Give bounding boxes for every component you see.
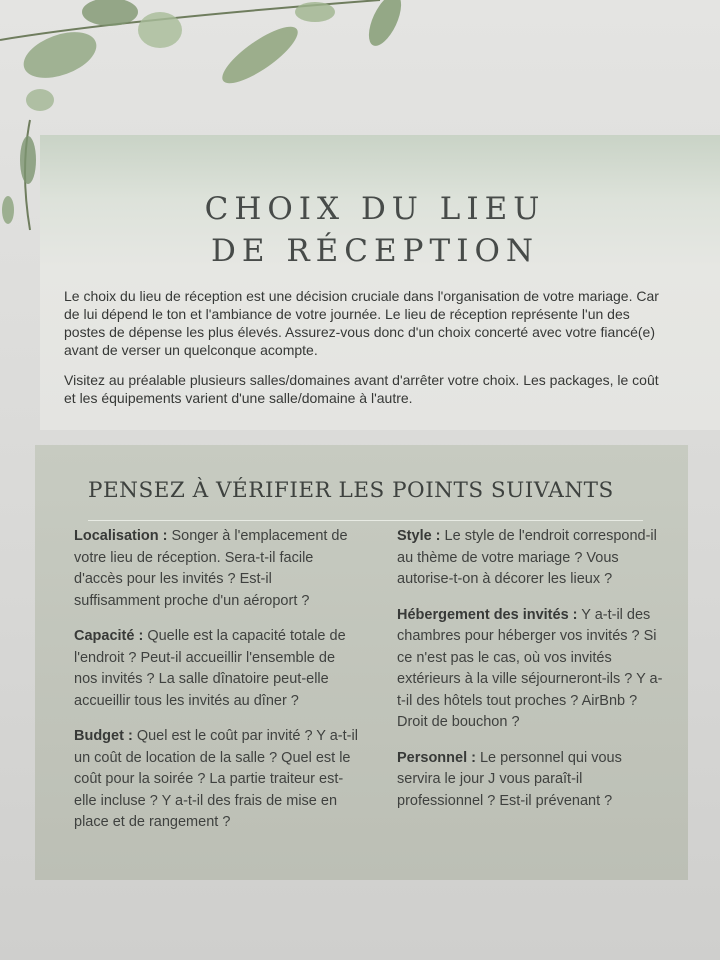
item-text: Quelle est la capacité totale de l'endroit ? Peut-il accueillir l'ensemble de nos invités ? La salle dînatoire peut-elle accueillir tous les invités au dîner ? <box>74 628 346 709</box>
item-label: Localisation : <box>74 528 168 544</box>
item-text: Le style de l'endroit correspond-il au thème de votre mariage ? Vous autorise-t-on à décorer les lieux ? <box>397 528 657 587</box>
item-label: Hébergement des invités : <box>397 606 578 623</box>
title-line-2: DE RÉCEPTION <box>211 233 539 269</box>
checklist-right-column <box>397 526 667 826</box>
checklist-item-hebergement <box>397 605 667 734</box>
checklist-item-personnel <box>397 748 667 813</box>
checklist-item-style <box>397 526 667 591</box>
checklist-left-column <box>74 526 360 848</box>
intro-text <box>64 287 664 419</box>
divider <box>88 520 643 521</box>
item-text: Le personnel qui vous servira le jour J vous paraît-il professionnel ? Est-il prévenant ? <box>397 749 622 809</box>
item-text: Songer à l'emplacement de votre lieu de réception. Sera-t-il facile d'accès pour les invités ? Est-il suffisamment proche d'un aéroport ? <box>74 528 348 609</box>
checklist-item-capacite <box>74 626 360 712</box>
item-label: Style : <box>397 528 441 544</box>
intro-paragraph: Le choix du lieu de réception est une décision cruciale dans l'organisation de votre mariage. Car de lui dépend le ton et l'ambiance de votre journée. Le lieu de réception représente l'un des postes de dépense les plus élevés. Assurez-vous donc d'un choix concerté avec votre fiancé(e) avant de verser un quelconque acompte. <box>64 288 659 358</box>
title-line-1: CHOIX DU LIEU <box>204 191 546 227</box>
intro-paragraph: Visitez au préalable plusieurs salles/domaines avant d'arrêter votre choix. Les packages, le coût et les équipements varient d'une salle/domaine à l'autre. <box>64 372 659 406</box>
item-label: Capacité : <box>74 628 144 644</box>
page-title <box>150 188 600 272</box>
item-text: Y a-t-il des chambres pour héberger vos invités ? Si ce n'est pas le cas, où vos invités extérieurs à la ville séjourneront-ils ? Y a-t-il des hôtels tout proches ? AirBnb ? Droit de bouchon ? <box>397 606 663 730</box>
checklist-heading: PENSEZ À VÉRIFIER LES POINTS SUIVANTS <box>88 478 614 503</box>
checklist-item-budget <box>74 726 360 834</box>
checklist-item-localisation <box>74 526 360 612</box>
item-text: Quel est le coût par invité ? Y a-t-il un coût de location de la salle ? Quel est le coût pour la soirée ? La partie traiteur est-elle incluse ? Y a-t-il des frais de mise en place et de rangement ? <box>74 728 358 830</box>
item-label: Personnel : <box>397 749 476 766</box>
item-label: Budget : <box>74 728 133 744</box>
